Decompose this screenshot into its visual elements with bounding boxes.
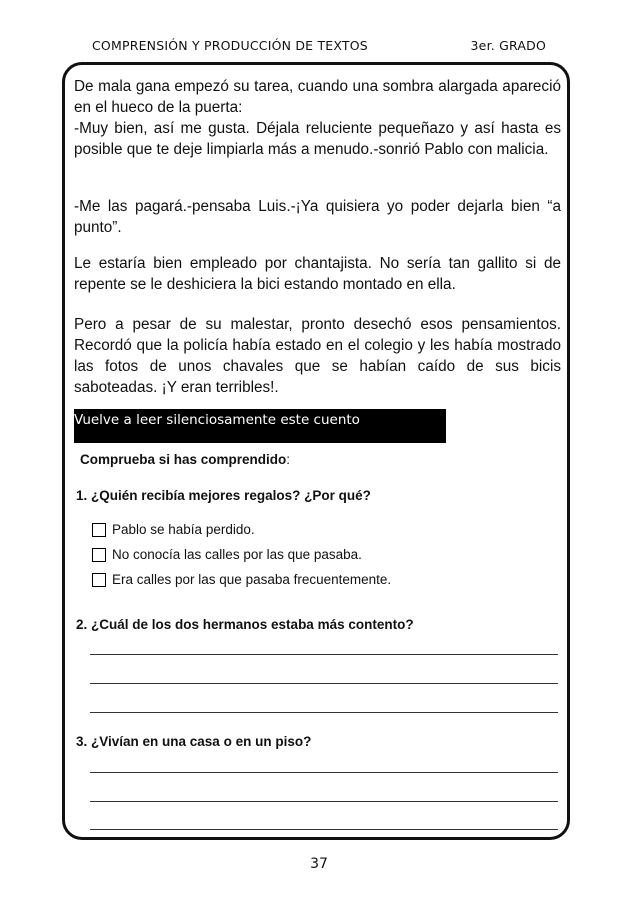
answer-line[interactable] [90,772,558,773]
answer-line[interactable] [90,801,558,802]
reading-instruction-banner: Vuelve a leer silenciosamente este cuento [74,409,446,443]
checkbox-2[interactable] [92,548,106,562]
option-2-label: No conocía las calles por las que pasaba. [112,547,362,562]
story-paragraph-2: -Muy bien, así me gusta. Déjala reluciente pequeñazo y así hasta es posible que te deje limpiarla más a menudo.-sonrió Pablo con malicia. [74,120,561,158]
page-header [92,38,546,56]
option-3-label: Era calles por las que pasaba frecuentemente. [112,572,392,587]
story-paragraph-5: Pero a pesar de su malestar, pronto desechó esos pensamientos. Recordó que la policía había estado en el colegio y les había mostrado las fotos de unos chavales que se habían caído de sus bicis saboteadas. ¡Y eran terribles!. [74,316,561,396]
checkbox-3[interactable] [92,573,106,587]
story-paragraph-4: Le estaría bien empleado por chantajista. No sería tan gallito si de repente se le deshiciera la bici estando montado en ella. [74,255,561,293]
story-paragraph-3: -Me las pagará.-pensaba Luis.-¡Ya quisiera yo poder dejarla bien “a punto”. [74,198,561,236]
header-grade: 3er. GRADO [470,38,546,53]
answer-line[interactable] [90,712,558,713]
content-frame [62,62,570,840]
option-2[interactable] [92,546,362,564]
question-1: 1. ¿Quién recibía mejores regalos? ¿Por qué? [76,488,371,503]
comprehension-heading: Comprueba si has comprendido: [80,452,291,467]
option-3[interactable] [92,571,391,589]
answer-line[interactable] [90,683,558,684]
header-subject: COMPRENSIÓN Y PRODUCCIÓN DE TEXTOS [92,38,368,53]
answer-line[interactable] [90,829,558,830]
story-paragraph-1: De mala gana empezó su tarea, cuando una sombra alargada apareció en el hueco de la puerta: [74,78,561,116]
option-1-label: Pablo se había perdido. [112,522,255,537]
page-number: 37 [310,856,328,872]
question-2: 2. ¿Cuál de los dos hermanos estaba más contento? [76,617,414,632]
checkbox-1[interactable] [92,523,106,537]
question-3: 3. ¿Vivían en una casa o en un piso? [76,734,312,749]
option-1[interactable] [92,521,255,539]
answer-line[interactable] [90,654,558,655]
